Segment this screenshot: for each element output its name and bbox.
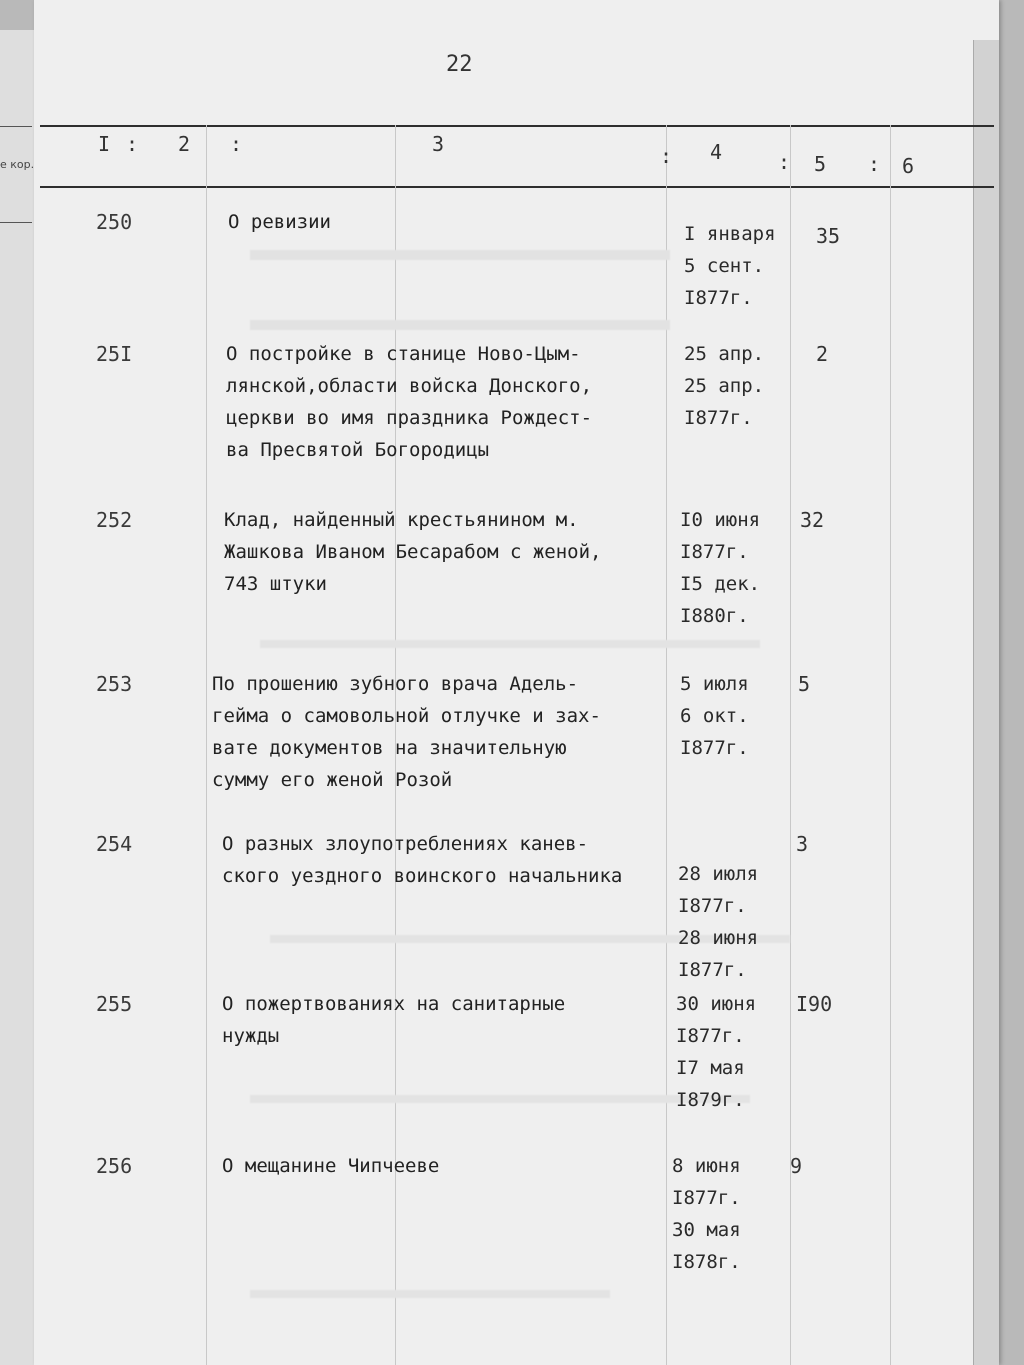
sheet-count: 5 [798,672,811,696]
header-col-6: 6 [902,154,915,178]
case-title: О постройке в станице Ново-Цым- лянской,области войска Донского, церкви во имя праздника Рождест- ва Пресвятой Богородицы [226,343,593,461]
case-number: 250 [96,210,133,234]
header-col-5: 5 [814,152,827,176]
header-separator: : [126,132,139,156]
edge-rule [0,126,32,127]
sheet-count: 3 [796,832,809,856]
case-number: 253 [96,672,133,696]
case-title: О пожертвованиях на санитарные нужды [222,993,566,1047]
case-dates: 25 апр. 25 апр. I877г. [684,343,765,429]
header-separator: : [778,150,791,174]
header-top-rule [40,125,994,127]
column-divider [890,125,891,1365]
page-number: 22 [446,52,473,77]
edge-column-label: е кор. [0,158,35,171]
case-dates: 30 июня I877г. I7 мая I879г. [676,993,757,1111]
edge-rule [0,222,32,223]
case-title: О разных злоупотреблениях канев- ского уездного воинского начальника [222,833,623,887]
case-number: 25I [96,342,133,366]
header-col-2: 2 [178,132,191,156]
column-divider [206,125,207,1365]
header-separator: : [660,144,673,168]
case-dates: I0 июня I877г. I5 дек. I880г. [680,509,761,627]
case-dates: I января 5 сент. I877г. [684,223,776,309]
sheet-count: I90 [796,992,833,1016]
page-stack-edge [973,40,999,1365]
header-bottom-rule [40,186,994,188]
case-title: О мещанине Чипчееве [222,1155,440,1177]
bleed-through-text [250,250,670,330]
case-number: 254 [96,832,133,856]
sheet-count: 32 [800,508,825,532]
case-number: 255 [96,992,133,1016]
header-separator: : [868,152,881,176]
header-col-4: 4 [710,140,723,164]
case-title: По прошению зубного врача Адель- гейма о самовольной отлучке и зах- вате документов на значительную сумму его женой Розой [212,673,601,791]
case-number: 252 [96,508,133,532]
case-title: О ревизии [228,211,331,233]
header-col-3: 3 [432,132,445,156]
header-separator: : [230,132,243,156]
case-dates: 5 июля 6 окт. I877г. [680,673,749,759]
case-title: Клад, найденный крестьянином м. Жашкова Иваном Бесарабом с женой, 743 штуки [224,509,602,595]
case-dates: 28 июля I877г. 28 июня I877г. [678,863,759,981]
sheet-count: 2 [816,342,829,366]
bleed-through-text [250,1095,750,1143]
case-dates: 8 июня I877г. 30 мая I878г. [672,1155,741,1273]
sheet-count: 9 [790,1154,803,1178]
header-col-1: I [98,132,111,156]
bleed-through-text [250,1290,610,1328]
case-number: 256 [96,1154,133,1178]
sheet-count: 35 [816,224,841,248]
